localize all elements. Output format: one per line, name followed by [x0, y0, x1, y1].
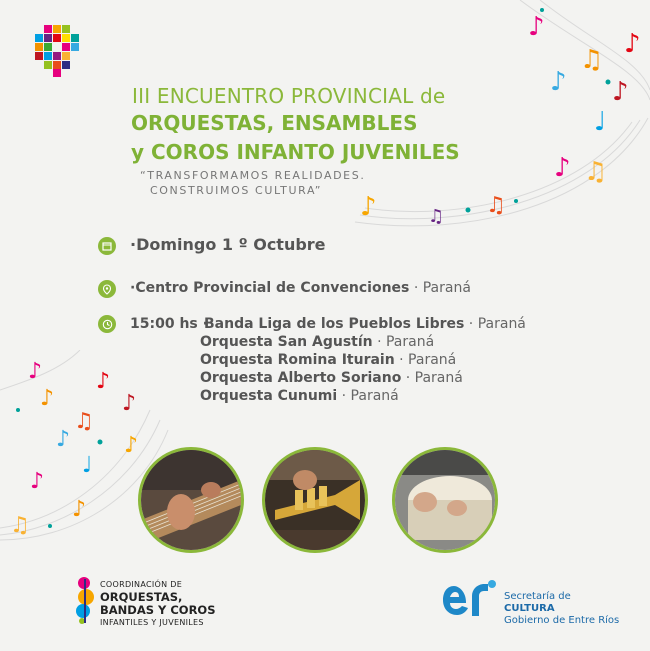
svg-text:♪: ♪: [528, 12, 545, 42]
sec-line-1: Secretaría de: [504, 591, 571, 602]
svg-text:♪: ♪: [124, 433, 139, 458]
coord-line-4: INFANTILES Y JUVENILES: [100, 618, 204, 627]
coord-line-3: BANDAS Y COROS: [100, 603, 216, 617]
event-venue: ·Centro Provincial de Convenciones · Paraná: [130, 280, 471, 296]
location-pin-icon: [98, 280, 116, 298]
svg-text:♫: ♫: [428, 206, 445, 227]
clock-icon: [98, 315, 116, 333]
title-line-1: III ENCUENTRO PROVINCIAL de: [132, 84, 446, 108]
svg-text:♫: ♫: [584, 157, 608, 187]
svg-text:♪: ♪: [554, 153, 571, 183]
sec-line-2: CULTURA: [504, 603, 555, 614]
svg-text:♪: ♪: [624, 29, 641, 59]
svg-text:♪: ♪: [28, 359, 43, 384]
title-line-2: ORQUESTAS, ENSAMBLES: [131, 111, 418, 135]
treble-clef-logo-icon: [74, 575, 96, 625]
coordinacion-logo: [100, 579, 215, 629]
event-date: ·Domingo 1 º Octubre: [130, 235, 326, 254]
performer-2: Orquesta San Agustín · Paraná: [200, 334, 435, 350]
coord-line-2: ORQUESTAS,: [100, 590, 183, 604]
calendar-icon: [98, 237, 116, 255]
pixel-logo-icon: [35, 25, 79, 77]
performer-5: Orquesta Cunumi · Paraná: [200, 388, 399, 404]
svg-text:♪: ♪: [550, 67, 567, 97]
coord-line-1: COORDINACIÓN DE: [100, 580, 183, 589]
svg-text:♪: ♪: [360, 192, 377, 222]
performer-3: Orquesta Romina Iturain · Paraná: [200, 352, 457, 368]
svg-text:♪: ♪: [612, 77, 629, 107]
guitar-photo: [138, 447, 244, 553]
er-cultura-logo-icon: [442, 578, 500, 624]
performer-1: Banda Liga de los Pueblos Libres · Paraná: [204, 316, 526, 332]
performer-4: Orquesta Alberto Soriano · Paraná: [200, 370, 463, 386]
svg-text:♪: ♪: [96, 369, 111, 394]
slogan-line-1: “TRANSFORMAMOS REALIDADES.: [140, 169, 366, 182]
sec-line-3: Gobierno de Entre Ríos: [504, 615, 620, 626]
slogan: [140, 168, 365, 198]
svg-text:♫: ♫: [74, 409, 94, 434]
svg-text:♫: ♫: [580, 45, 604, 75]
drum-photo: [392, 447, 498, 553]
svg-text:♫: ♫: [10, 513, 30, 538]
svg-text:♫: ♫: [486, 193, 506, 218]
venue-city: · Paraná: [409, 280, 471, 296]
svg-text:♪: ♪: [122, 391, 137, 416]
svg-text:♪: ♪: [72, 497, 87, 522]
slogan-line-2: CONSTRUIMOS CULTURA”: [150, 184, 323, 197]
event-time: 15:00 hs ·: [130, 316, 208, 332]
svg-text:♪: ♪: [40, 386, 55, 411]
svg-text:♩: ♩: [594, 107, 607, 137]
svg-text:♩: ♩: [82, 453, 93, 478]
secretaria-cultura-logo: [504, 591, 619, 627]
svg-text:♪: ♪: [30, 469, 45, 494]
trumpet-photo: [262, 447, 368, 553]
svg-text:♪: ♪: [56, 427, 71, 452]
title-line-3: y COROS INFANTO JUVENILES: [131, 140, 460, 164]
